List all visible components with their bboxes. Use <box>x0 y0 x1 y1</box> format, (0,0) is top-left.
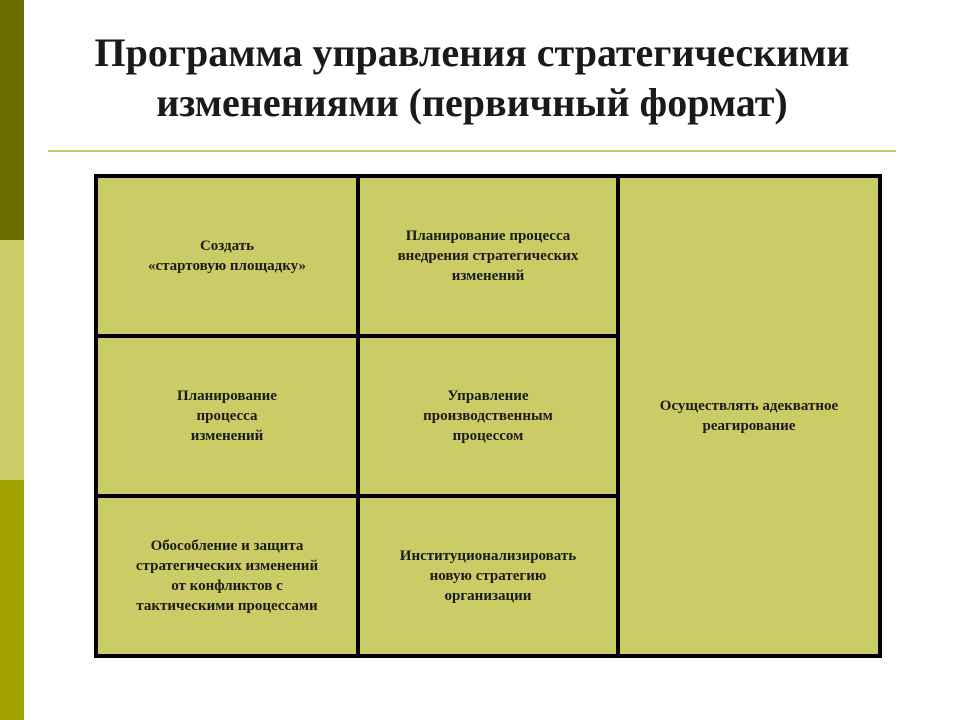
decorative-bar-dark <box>0 0 24 240</box>
program-matrix <box>94 174 882 658</box>
decorative-bar-light <box>0 240 24 480</box>
cell-text: Создать «стартовую площадку» <box>147 238 307 274</box>
slide-title: Программа управления стратегическими изменениями (первичный формат) <box>94 30 850 125</box>
cell-text: Планирование процесса внедрения стратегических изменений <box>397 228 579 284</box>
cell-adequate-response <box>620 178 878 654</box>
decorative-bar-olive <box>0 480 24 720</box>
title-divider <box>48 150 896 152</box>
cell-text: Институционализировать новую стратегию организации <box>399 548 577 604</box>
cell-text: Планирование процесса изменений <box>177 388 277 444</box>
cell-text: Осуществлять адекватное реагирование <box>659 398 839 434</box>
cell-create-launchpad <box>98 178 356 334</box>
cell-institutionalize-strategy <box>360 498 616 654</box>
cell-text: Обособление и защита стратегических изменений от конфликтов с тактическими процессами <box>135 538 319 614</box>
cell-plan-change-process <box>98 338 356 494</box>
cell-manage-production <box>360 338 616 494</box>
cell-isolate-protect <box>98 498 356 654</box>
cell-text: Управление производственным процессом <box>423 388 553 444</box>
cell-plan-implementation <box>360 178 616 334</box>
